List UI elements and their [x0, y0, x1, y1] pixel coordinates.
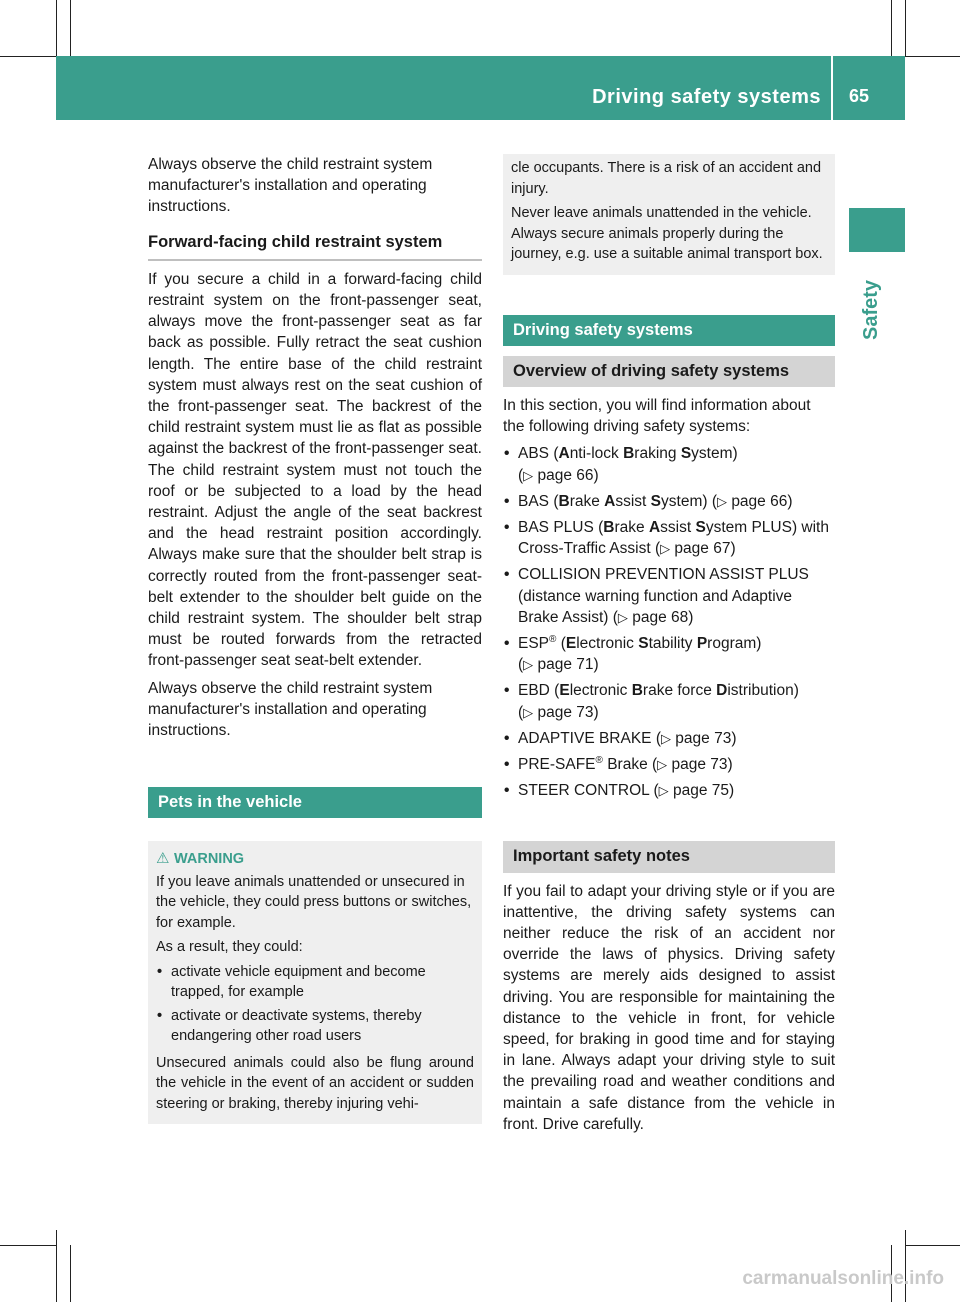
- warning-paragraph: Unsecured animals could also be flung around the vehicle in the event of an accident or sudden steering or braking, thereby injuring vehi-: [156, 1054, 474, 1112]
- crop-mark: [56, 1230, 57, 1302]
- page-ref-link[interactable]: page 71: [537, 656, 594, 674]
- intro-paragraph: Always observe the child restraint system manufacturer's installation and operating instructions.: [148, 156, 433, 216]
- overview-heading: Overview of driving safety systems: [503, 356, 835, 387]
- crop-mark: [56, 0, 57, 56]
- page-ref-arrow-icon: ▷: [660, 730, 671, 746]
- crop-mark: [905, 1230, 906, 1302]
- warning-triangle-icon: ⚠: [156, 850, 170, 868]
- important-notes-heading: Important safety notes: [503, 841, 835, 872]
- systems-list: [503, 443, 835, 801]
- page-ref-arrow-icon: ▷: [523, 657, 534, 673]
- section-tab-marker: [849, 208, 905, 252]
- warning-title-text: WARNING: [174, 851, 245, 868]
- driving-safety-heading: Driving safety systems: [503, 315, 835, 346]
- crop-mark: [70, 0, 71, 56]
- warning-paragraph: cle occupants. There is a risk of an accident and injury.: [511, 160, 822, 197]
- warning-list: [156, 962, 474, 1047]
- crop-mark: [891, 0, 892, 56]
- warning-paragraph: If you leave animals unattended or unsecured in the vehicle, they could press buttons or switches, for example.: [156, 873, 472, 931]
- section-tab: [852, 264, 892, 344]
- crop-mark: [0, 1245, 56, 1246]
- list-item-abs: • ABS (Anti-lock Braking System) (▷ page 66): [503, 443, 835, 485]
- closing-paragraph: Always observe the child restraint system manufacturer's installation and operating instructions.: [148, 679, 433, 740]
- list-item-esp: • ESP® (Electronic Stability Program) (▷ page 71): [503, 633, 835, 675]
- warning-paragraph: As a result, they could:: [156, 939, 303, 956]
- crop-mark: [905, 0, 906, 56]
- page-ref-link[interactable]: page 66: [537, 466, 594, 484]
- list-item-ebd: • EBD (Electronic Brake force Distribution) (▷ page 73): [503, 680, 835, 722]
- header-title: Driving safety systems: [592, 86, 821, 108]
- pets-heading: Pets in the vehicle: [148, 787, 482, 818]
- page-ref-link[interactable]: page 67: [674, 540, 731, 558]
- list-item-collision-prevention: • COLLISION PREVENTION ASSIST PLUS (distance warning function and Adaptive Brake Assist) (▷ page 68): [503, 564, 835, 628]
- warning-box-continued: [503, 154, 835, 275]
- page-ref-link[interactable]: page 68: [632, 608, 689, 626]
- list-item-steer-control: • STEER CONTROL (▷ page 75): [503, 780, 835, 801]
- right-column: [503, 154, 835, 1141]
- page-ref-link[interactable]: page 66: [731, 492, 788, 510]
- list-item-adaptive-brake: • ADAPTIVE BRAKE (▷ page 73): [503, 728, 835, 749]
- section-tab-label: Safety: [860, 279, 882, 340]
- page-ref-link[interactable]: page 73: [537, 703, 594, 721]
- page-ref-arrow-icon: ▷: [523, 704, 534, 720]
- overview-intro: In this section, you will find information about the following driving safety systems:: [503, 396, 811, 436]
- list-item-pre-safe-brake: • PRE-SAFE® Brake (▷ page 73): [503, 754, 835, 775]
- crop-mark: [70, 1245, 71, 1302]
- page-ref-arrow-icon: ▷: [660, 541, 671, 557]
- forward-facing-heading: Forward-facing child restraint system: [148, 232, 482, 261]
- warning-paragraph: Never leave animals unattended in the vehicle. Always secure animals properly during the journey, e.g. use a suitable animal transport box.: [511, 205, 823, 262]
- watermark: carmanualsonline.info: [742, 1268, 944, 1289]
- left-column: [148, 154, 482, 1124]
- forward-facing-paragraph: If you secure a child in a forward-facing child restraint system on the front-passenger seat, always move the front-passenger seat as far back as possible. Fully retract the seat cushion length. The entire base of the child restraint system must always rest on the seat cushion of the front-passenger seat. The backrest of the child restraint system must lie as flat as possible against the backrest of the front-passenger seat. The child restraint system must not touch the roof or be subjected to a load by the head restraint. Adjust the angle of the seat backrest and the head restraint position accordingly. Always make sure that the shoulder belt strap is correctly routed from the front-passenger seat-belt extender to the shoulder belt guide on the child restraint system. The shoulder belt strap must be routed forwards from the retracted front-passenger seat seat-belt extender.: [148, 270, 482, 670]
- page-number: 65: [848, 86, 869, 106]
- page-ref-arrow-icon: ▷: [657, 756, 668, 772]
- page-header: [56, 56, 905, 120]
- list-item-bas-plus: • BAS PLUS (Brake Assist System PLUS) with Cross-Traffic Assist (▷ page 67): [503, 517, 835, 559]
- crop-mark: [0, 56, 56, 57]
- page-ref-arrow-icon: ▷: [658, 783, 669, 799]
- page-ref-link[interactable]: page 73: [675, 729, 732, 747]
- page-ref-arrow-icon: ▷: [717, 493, 727, 509]
- list-item: • activate vehicle equipment and become trapped, for example: [156, 962, 474, 1003]
- page-ref-link[interactable]: page 73: [671, 755, 728, 773]
- header-divider: [831, 56, 833, 120]
- page-ref-arrow-icon: ▷: [523, 467, 534, 483]
- crop-mark: [905, 56, 960, 57]
- list-item-bas: • BAS (Brake Assist System) (▷ page 66): [503, 491, 835, 512]
- warning-box: [148, 841, 482, 1124]
- list-item: • activate or deactivate systems, thereby endangering other road users: [156, 1006, 474, 1047]
- page-ref-arrow-icon: ▷: [617, 609, 628, 625]
- crop-mark: [905, 1245, 960, 1246]
- warning-title: [156, 849, 474, 870]
- important-notes-paragraph: If you fail to adapt your driving style or if you are inattentive, the driving safety systems can neither reduce the risk of an accident nor override the laws of physics. Driving safety systems are merely aids designed to assist driving. You are responsible for maintaining the distance to the vehicle in front, for vehicle speed, for braking in good time and for staying in lane. Always adapt your driving style to suit the prevailing road and weather conditions and maintain a safe distance from the vehicle in front. Drive carefully.: [503, 882, 835, 1133]
- page-ref-link[interactable]: page 75: [672, 782, 730, 800]
